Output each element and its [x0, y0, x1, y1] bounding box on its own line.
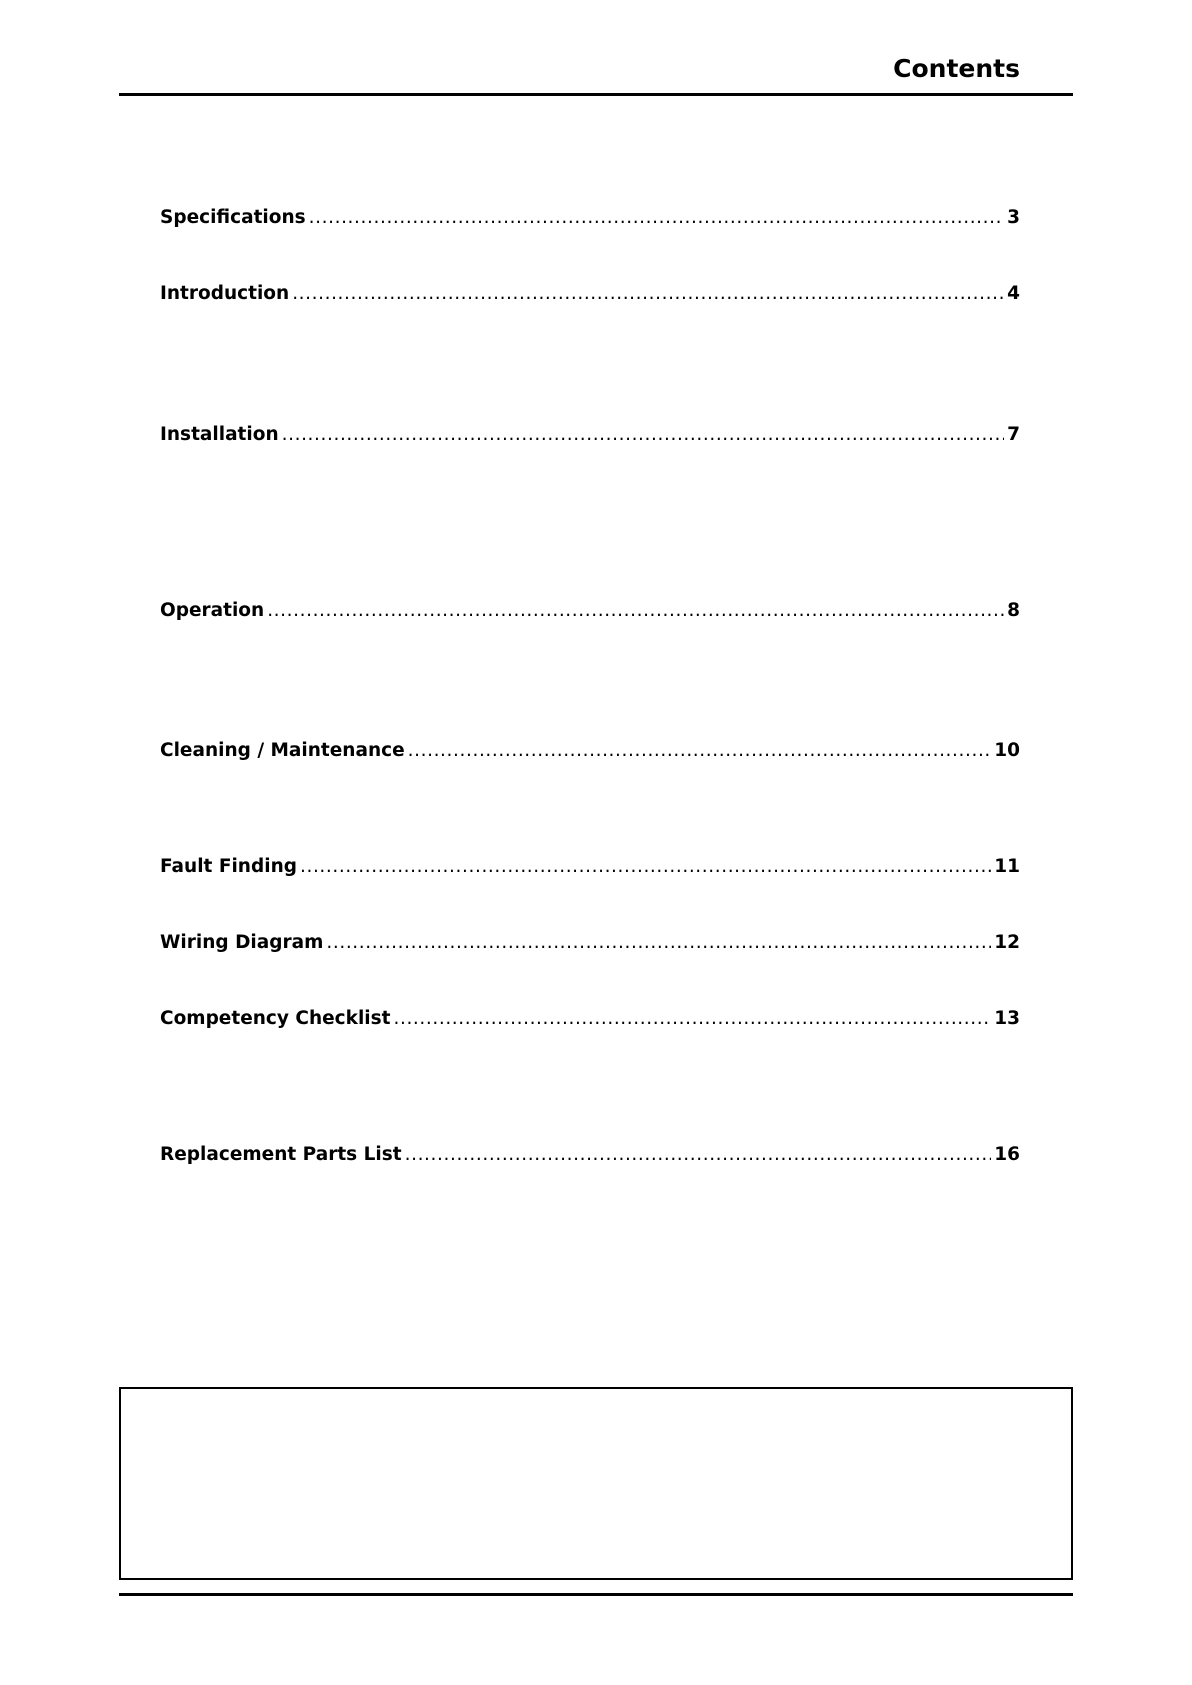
- toc-entry-wiring-diagram[interactable]: [160, 931, 1020, 955]
- notice-box: [119, 1387, 1073, 1580]
- toc-entry-page: 3: [1007, 207, 1020, 228]
- toc-entry-fault-finding[interactable]: [160, 855, 1020, 879]
- toc-dot-leader: [405, 1143, 992, 1167]
- toc-entry-title: Specifications: [160, 207, 306, 228]
- toc-entry-title: Introduction: [160, 283, 290, 304]
- toc-entry-introduction[interactable]: [160, 282, 1020, 306]
- toc-entry-page: 10: [994, 740, 1020, 761]
- toc-entry-title: Competency Checklist: [160, 1008, 391, 1029]
- toc-entry-page: 11: [994, 856, 1020, 877]
- toc-entry-page: 4: [1007, 283, 1020, 304]
- toc-dot-leader: [267, 599, 1004, 623]
- toc-entry-page: 16: [994, 1144, 1020, 1165]
- toc-dot-leader: [408, 739, 992, 763]
- toc-entry-page: 13: [994, 1008, 1020, 1029]
- toc-entry-title: Wiring Diagram: [160, 932, 324, 953]
- toc-entry-page: 12: [994, 932, 1020, 953]
- toc-dot-leader: [393, 1007, 991, 1031]
- toc-dot-leader: [300, 855, 991, 879]
- toc-dot-leader: [326, 931, 991, 955]
- toc-entry-cleaning-maintenance[interactable]: [160, 739, 1020, 763]
- header-rule: [119, 93, 1073, 96]
- toc-entry-replacement-parts-list[interactable]: [160, 1143, 1020, 1167]
- toc-entry-title: Cleaning / Maintenance: [160, 740, 405, 761]
- toc-entry-title: Operation: [160, 600, 265, 621]
- toc-entry-installation[interactable]: [160, 423, 1020, 447]
- toc-entry-page: 7: [1007, 424, 1020, 445]
- page-title: Contents: [893, 54, 1020, 83]
- toc-dot-leader: [292, 282, 1004, 306]
- toc-entry-page: 8: [1007, 600, 1020, 621]
- toc-entry-operation[interactable]: [160, 599, 1020, 623]
- toc-dot-leader: [309, 206, 1004, 230]
- toc-entry-title: Installation: [160, 424, 279, 445]
- toc-entry-competency-checklist[interactable]: [160, 1007, 1020, 1031]
- toc-dot-leader: [282, 423, 1005, 447]
- toc-entry-specifications[interactable]: [160, 206, 1020, 230]
- toc-entry-title: Replacement Parts List: [160, 1144, 402, 1165]
- footer-rule: [119, 1593, 1073, 1596]
- toc-entry-title: Fault Finding: [160, 856, 297, 877]
